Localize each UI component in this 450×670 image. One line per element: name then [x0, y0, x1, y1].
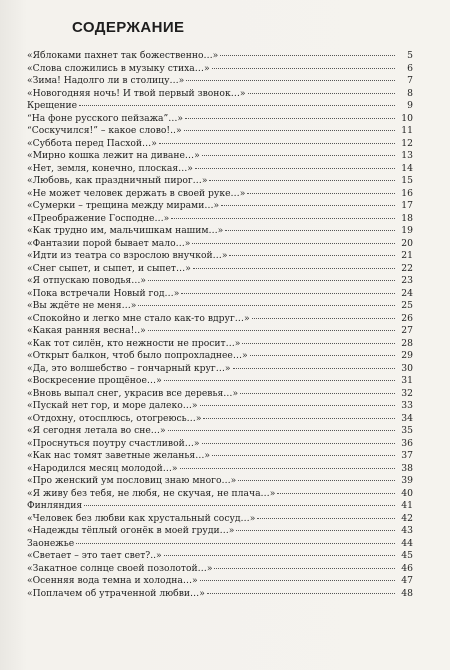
dot-leader	[148, 280, 395, 281]
dot-leader	[212, 68, 395, 69]
dot-leader	[252, 318, 395, 319]
toc-entry-title: «Суббота перед Пасхой…»	[27, 137, 157, 149]
dot-leader	[220, 55, 395, 56]
toc-entry-title: «Отдохну, отосплюсь, отогреюсь…»	[27, 412, 202, 424]
toc-entry-page-number: 19	[401, 225, 413, 236]
toc-entry-page-number: 28	[401, 337, 413, 349]
toc-entry	[27, 225, 413, 238]
dot-leader	[248, 93, 395, 94]
dot-leader	[171, 218, 395, 219]
toc-entry-page-number: 12	[401, 137, 413, 149]
dot-leader	[209, 180, 395, 181]
toc-entry-title: «Пока встречали Новый год…»	[27, 287, 180, 299]
dot-leader	[236, 530, 395, 531]
toc-entry-title: «Зима! Надолго ли в столицу…»	[27, 75, 185, 86]
dot-leader	[159, 143, 395, 144]
toc-entry	[27, 100, 413, 113]
toc-entry	[27, 188, 413, 201]
dot-leader	[76, 543, 395, 544]
toc-entry-page-number: 29	[401, 350, 413, 361]
toc-entry-page-number: 21	[401, 250, 413, 261]
toc-entry	[27, 138, 413, 151]
dot-leader	[202, 443, 395, 444]
toc-entry-page-number: 44	[401, 537, 413, 549]
toc-entry-page-number: 33	[401, 400, 413, 411]
toc-entry-title: «Поплачем об утраченной любви…»	[27, 587, 205, 599]
dot-leader	[193, 268, 395, 269]
dot-leader	[212, 455, 395, 456]
toc-entry-title: Финляндия	[27, 500, 83, 511]
toc-entry-page-number: 8	[407, 87, 413, 99]
dot-leader	[240, 393, 395, 394]
toc-entry	[27, 550, 413, 563]
dot-leader	[185, 118, 395, 119]
toc-entry-title: «Вы ждёте не меня…»	[27, 300, 137, 311]
dot-leader	[79, 105, 395, 106]
toc-entry	[27, 125, 413, 138]
toc-entry-page-number: 42	[401, 512, 413, 524]
toc-entry	[27, 288, 413, 301]
toc-entry	[27, 338, 413, 351]
toc-entry-page-number: 39	[401, 475, 413, 486]
toc-entry	[27, 300, 413, 313]
dot-leader	[168, 430, 395, 431]
toc-entry-page-number: 32	[401, 387, 413, 399]
toc-entry	[27, 313, 413, 326]
toc-entry-title: «Идти из театра со взрослою внучкой…»	[27, 250, 228, 261]
toc-entry	[27, 513, 413, 526]
dot-leader	[257, 518, 395, 519]
toc-entry-page-number: 40	[401, 487, 413, 499]
toc-entry-title: «Фантазии порой бывает мало…»	[27, 237, 191, 249]
dot-leader	[238, 480, 395, 481]
toc-entry-title: “На фоне русского пейзажа”…»	[27, 112, 184, 124]
toc-entry-title: «Нет, земля, конечно, плоская…»	[27, 162, 193, 174]
page-title: СОДЕРЖАНИЕ	[72, 19, 185, 36]
dot-leader	[242, 343, 395, 344]
toc-entry	[27, 238, 413, 251]
toc-entry-page-number: 31	[401, 375, 413, 386]
toc-entry	[27, 463, 413, 476]
toc-entry-page-number: 20	[401, 237, 413, 249]
toc-entry-title: «Человек без любви как хрустальный сосуд…»	[27, 512, 256, 524]
dot-leader	[202, 155, 395, 156]
dot-leader	[138, 305, 395, 306]
dot-leader	[247, 193, 395, 194]
dot-leader	[195, 168, 395, 169]
toc-entry	[27, 500, 413, 513]
toc-entry-title: «Светает – это тает свет?..»	[27, 550, 162, 561]
toc-entry-title: «Преображение Господне…»	[27, 212, 170, 224]
dot-leader	[214, 568, 395, 569]
toc-entry-page-number: 15	[401, 175, 413, 186]
toc-entry	[27, 400, 413, 413]
toc-entry-page-number: 9	[407, 100, 413, 111]
toc-entry-page-number: 46	[401, 562, 413, 574]
toc-entry-page-number: 26	[401, 312, 413, 324]
dot-leader	[203, 418, 395, 419]
dot-leader	[84, 505, 395, 506]
toc-entry	[27, 425, 413, 438]
toc-entry-title: «Вновь выпал снег, украсив все деревья…»	[27, 387, 239, 399]
toc-entry	[27, 275, 413, 288]
toc-entry	[27, 350, 413, 363]
toc-entry-page-number: 6	[407, 62, 413, 74]
toc-entry-title: «Как трудно им, мальчишкам нашим…»	[27, 225, 224, 236]
toc-entry-page-number: 47	[401, 575, 413, 586]
dot-leader	[181, 293, 395, 294]
toc-entry	[27, 113, 413, 126]
toc-entry-title: «Я сегодня летала во сне…»	[27, 425, 166, 436]
toc-entry-title: «Открыт балкон, чтоб было попрохладнее…»	[27, 350, 248, 361]
toc-entry-page-number: 14	[401, 162, 413, 174]
dot-leader	[277, 493, 395, 494]
toc-entry-title: «Пускай нет гор, и море далеко…»	[27, 400, 198, 411]
toc-entry-title: «Надежды тёплый огонёк в моей груди…»	[27, 525, 235, 536]
toc-entry	[27, 200, 413, 213]
toc-entry-title: «Проснуться поутру счастливой…»	[27, 437, 200, 449]
dot-leader	[233, 368, 395, 369]
dot-leader	[164, 555, 395, 556]
toc-entry-page-number: 17	[401, 200, 413, 211]
toc-entry	[27, 363, 413, 376]
toc-entry-page-number: 35	[401, 425, 413, 436]
toc-entry-page-number: 13	[401, 150, 413, 161]
toc-entry-title: Заонежье	[27, 537, 75, 549]
toc-entry-title: «Новогодняя ночь! И твой первый звонок…»	[27, 87, 246, 99]
toc-entry-title: «Я живу без тебя, не любя, не скучая, не плача…»	[27, 487, 276, 499]
toc-entry-title: «Да, это волшебство – гончарный круг…»	[27, 362, 231, 374]
dot-leader	[186, 80, 395, 81]
toc-entry-title: «Яблоками пахнет так божественно…»	[27, 50, 219, 61]
toc-entry	[27, 263, 413, 276]
toc-entry-title: «Как нас томят заветные желанья…»	[27, 450, 211, 461]
dot-leader	[200, 405, 395, 406]
toc-entry-page-number: 23	[401, 275, 413, 286]
toc-entry-title: «Слова сложились в музыку стиха…»	[27, 62, 210, 74]
dot-leader	[180, 468, 395, 469]
toc-entry	[27, 388, 413, 401]
toc-entry-title: «Воскресение прощёное…»	[27, 375, 162, 386]
toc-entry-page-number: 34	[401, 412, 413, 424]
toc-entry-page-number: 25	[401, 300, 413, 311]
toc-entry-page-number: 11	[401, 125, 413, 136]
toc-entry	[27, 325, 413, 338]
toc-entry	[27, 450, 413, 463]
toc-entry	[27, 413, 413, 426]
toc-entry-title: «Народился месяц молодой…»	[27, 462, 178, 474]
dot-leader	[192, 243, 395, 244]
toc-entry	[27, 475, 413, 488]
toc-entry	[27, 538, 413, 551]
toc-entry-page-number: 10	[401, 112, 413, 124]
toc-entry	[27, 525, 413, 538]
toc-entry	[27, 50, 413, 63]
dot-leader	[184, 130, 395, 131]
toc-entry	[27, 250, 413, 263]
toc-entry-page-number: 37	[401, 450, 413, 461]
dot-leader	[229, 255, 395, 256]
dot-leader	[200, 580, 395, 581]
toc-entry-title: «Сумерки – трещина между мирами…»	[27, 200, 220, 211]
toc-entry-page-number: 16	[401, 187, 413, 199]
toc-entry-title: «Любовь, как праздничный пирог…»	[27, 175, 208, 186]
toc-entry-page-number: 48	[401, 587, 413, 599]
toc-entry-page-number: 43	[401, 525, 413, 536]
toc-entry-page-number: 27	[401, 325, 413, 336]
toc-entry	[27, 175, 413, 188]
toc-entry-title: “Соскучился!” – какое слово!..»	[27, 125, 182, 136]
toc-entry-page-number: 36	[401, 437, 413, 449]
toc-entry	[27, 213, 413, 226]
toc-entry-page-number: 7	[407, 75, 413, 86]
toc-entry-title: Крещение	[27, 100, 78, 111]
toc-entry-title: «Я отпускаю поводья…»	[27, 275, 147, 286]
toc-entry-title: «Не может человек держать в своей руке…»	[27, 187, 246, 199]
table-of-contents	[27, 50, 413, 600]
toc-entry	[27, 563, 413, 576]
toc-entry-page-number: 30	[401, 362, 413, 374]
toc-entry-page-number: 41	[401, 500, 413, 511]
toc-entry	[27, 438, 413, 451]
dot-leader	[221, 205, 395, 206]
toc-entry-title: «Про женский ум пословиц знаю много…»	[27, 475, 237, 486]
toc-entry-page-number: 5	[407, 50, 413, 61]
dot-leader	[225, 230, 395, 231]
toc-entry	[27, 75, 413, 88]
toc-entry-page-number: 45	[401, 550, 413, 561]
toc-entry	[27, 163, 413, 176]
toc-entry-page-number: 22	[401, 262, 413, 274]
toc-entry-title: «Спокойно и легко мне стало как-то вдруг…»	[27, 312, 250, 324]
toc-entry-title: «Снег сыпет, и сыпет, и сыпет…»	[27, 262, 191, 274]
toc-entry	[27, 88, 413, 101]
toc-entry-title: «Мирно кошка лежит на диване…»	[27, 150, 200, 161]
dot-leader	[250, 355, 395, 356]
toc-entry-page-number: 38	[401, 462, 413, 474]
dot-leader	[207, 593, 395, 594]
toc-entry	[27, 588, 413, 601]
toc-entry	[27, 63, 413, 76]
toc-entry-title: «Как тот силён, кто нежности не просит…»	[27, 337, 241, 349]
toc-entry-page-number: 24	[401, 287, 413, 299]
toc-entry	[27, 488, 413, 501]
toc-entry-title: «Закатное солнце своей позолотой…»	[27, 562, 213, 574]
toc-entry	[27, 150, 413, 163]
toc-entry-page-number: 18	[401, 212, 413, 224]
toc-entry-title: «Какая ранняя весна!..»	[27, 325, 146, 336]
dot-leader	[148, 330, 395, 331]
dot-leader	[164, 380, 395, 381]
toc-entry	[27, 575, 413, 588]
toc-entry	[27, 375, 413, 388]
toc-entry-title: «Осенняя вода темна и холодна…»	[27, 575, 198, 586]
